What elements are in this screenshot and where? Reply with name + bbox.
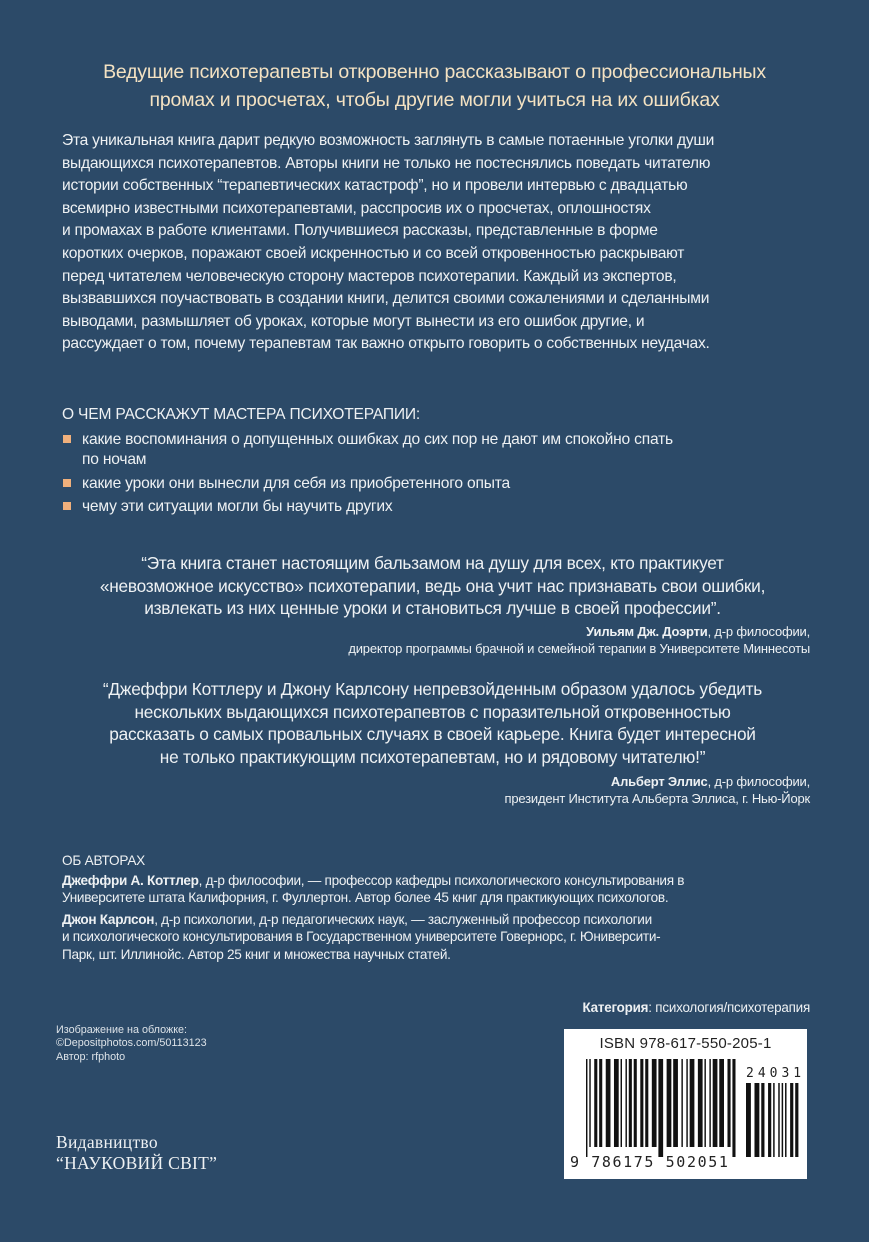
barcode-bar: [719, 1059, 724, 1147]
barcode-bar: [652, 1059, 657, 1147]
author-bio-text: Университете штата Калифорния, г. Фуллертон. Автор более 45 книг для практикующих психологов.: [62, 890, 669, 906]
intro-line: рассуждает о том, почему терапевтам так важно открыто говорить о собственных неудачах.: [62, 335, 710, 353]
intro-line: выдающихся психотерапевтов. Авторы книги не только не постеснялись поведать читателю: [62, 154, 711, 172]
intro-line: всемирно известными психотерапевтами, расспросив их о просчетах, оплошностях: [62, 199, 651, 217]
publisher-name: “НАУКОВИЙ СВІТ”: [56, 1153, 218, 1173]
quote-line: “Эта книга станет настоящим бальзамом на душу для всех, кто практикует: [141, 553, 724, 573]
barcode-bar: [754, 1083, 759, 1157]
barcode-bar: [667, 1059, 672, 1147]
headline-line-1: Ведущие психотерапевты откровенно рассказывают о профессиональных: [103, 61, 766, 83]
barcode-bar: [727, 1059, 730, 1147]
barcode-bar: [594, 1059, 597, 1147]
quote-line: “Джеффри Коттлеру и Джону Карлсону непревзойденным образом удалось убедить: [102, 679, 763, 699]
list-title: О ЧЕМ РАССКАЖУТ МАСТЕРА ПСИХОТЕРАПИИ:: [62, 406, 421, 423]
barcode-bar: [732, 1059, 735, 1157]
attribution-title: президент Института Альберта Эллиса, г. Нью-Йорк: [504, 791, 810, 806]
barcode-bar: [606, 1059, 611, 1147]
square-bullet-icon: [63, 479, 71, 487]
barcode-bar: [599, 1059, 602, 1147]
barcode-bar: [773, 1083, 775, 1157]
author-bio-text: , д-р психологии, д-р педагогических наук, — заслуженный профессор психологии: [154, 912, 652, 927]
attribution-title: директор программы брачной и семейной терапии в Университете Миннесоты: [348, 641, 810, 656]
isbn-barcode: [564, 1029, 807, 1179]
quote-line: не только практикующим психотерапевтам, но и рядовому читателю!”: [159, 746, 706, 767]
bullet-text: по ночам: [82, 450, 147, 468]
bullet-text: чему эти ситуации могли бы научить других: [82, 498, 393, 516]
category-value: : психология/психотерапия: [648, 1000, 810, 1015]
isbn-number: ISBN 978-617-550-205-1: [599, 1035, 772, 1052]
headline: [40, 58, 829, 114]
barcode-bar: [658, 1059, 663, 1157]
barcode-bar: [640, 1059, 643, 1147]
barcode-addon-digits: 24031: [746, 1066, 806, 1081]
barcode-bar: [586, 1059, 587, 1157]
barcode-bar: [645, 1059, 648, 1147]
bullet-item: [62, 474, 762, 494]
bullet-item: [62, 497, 762, 517]
quote-doherty: [60, 552, 805, 620]
barcode-bar: [778, 1083, 780, 1157]
category: [582, 1000, 810, 1015]
barcode-bar: [782, 1083, 784, 1157]
author-name: Джон Карлсон: [62, 912, 155, 927]
barcode-bar: [634, 1059, 637, 1147]
authors-title: ОБ АВТОРАХ: [62, 853, 146, 868]
attribution-degree: , д-р философии,: [707, 774, 810, 789]
barcode-bar: [673, 1059, 678, 1147]
barcode-bar: [629, 1059, 632, 1147]
bullet-list: [62, 430, 762, 521]
author-bio-carlson: [62, 911, 822, 963]
intro-line: и промахах в работе клиентами. Получившиеся рассказы, представленные в форме: [62, 222, 658, 240]
author-bio-kottler: [62, 872, 822, 907]
headline-line-2: промах и просчетах, чтобы другие могли учиться на их ошибках: [149, 89, 720, 111]
attribution-name: Уильям Дж. Доэрти: [586, 624, 708, 639]
barcode-bar: [785, 1083, 787, 1157]
attribution-degree: , д-р философии,: [707, 624, 810, 639]
square-bullet-icon: [63, 502, 71, 510]
barcode-bar: [625, 1059, 626, 1147]
quote-attribution-doherty: [110, 623, 810, 657]
publisher-line: Видавництво: [56, 1132, 158, 1152]
barcode-bar: [713, 1059, 718, 1147]
category-label: Категория: [582, 1000, 649, 1015]
intro-line: перед читателем человеческую сторону мастеров психотерапии. Каждый из экспертов,: [62, 267, 677, 285]
barcode-bar: [790, 1083, 793, 1157]
quote-line: нескольких выдающихся психотерапевтов с поразительной откровенностью: [134, 701, 731, 722]
barcode-bar: [589, 1059, 590, 1147]
quote-ellis: [60, 678, 805, 768]
barcode-bar: [621, 1059, 622, 1147]
bullet-text: какие уроки они вынесли для себя из приобретенного опыта: [82, 474, 510, 492]
barcode-bar: [614, 1059, 619, 1147]
quote-attribution-ellis: [110, 773, 810, 807]
barcode-bar: [795, 1083, 798, 1157]
barcode-bar: [768, 1083, 771, 1157]
quote-line: «невозможное искусство» психотерапии, ведь она учит нас признавать свои ошибки,: [99, 575, 766, 596]
intro-line: Эта уникальная книга дарит редкую возможность заглянуть в самые потаенные уголки души: [62, 132, 715, 149]
intro-line: истории собственных “терапевтических катастроф”, но и провели интервью с двадцатью: [62, 177, 688, 195]
barcode-bar: [704, 1059, 705, 1147]
barcode-bar: [746, 1083, 751, 1157]
bullet-item: [62, 430, 762, 470]
barcode-bar: [681, 1059, 682, 1147]
credit-line: Автор: rfphoto: [56, 1050, 126, 1063]
author-bio-text: и психологического консультирования в Государственном университете Говернорс, г. Юниверсити-: [62, 929, 661, 945]
barcode-bar: [698, 1059, 703, 1147]
image-credits: [56, 1024, 207, 1064]
barcode-bar: [686, 1059, 687, 1147]
bullet-text: какие воспоминания о допущенных ошибках до сих пор не дают им спокойно спать: [82, 431, 673, 448]
quote-line: извлекать из них ценные уроки и становиться лучше в своей профессии”.: [144, 598, 721, 619]
credit-line: ©Depositphotos.com/50113123: [56, 1037, 207, 1050]
intro-line: коротких очерков, поражают своей искренностью и со всей откровенностью раскрывают: [62, 244, 685, 262]
credit-line: Изображение на обложке:: [56, 1024, 188, 1036]
intro-paragraph: [62, 130, 822, 356]
quote-line: рассказать о самых провальных случаях в своей карьере. Книга будет интересной: [109, 724, 756, 745]
barcode-bar: [761, 1083, 764, 1157]
barcode-bar: [690, 1059, 695, 1147]
barcode-bar: [709, 1059, 710, 1147]
author-name: Джеффри А. Коттлер: [62, 873, 199, 888]
intro-line: выводами, размышляет об уроках, которые могут вынести из его ошибок другие, и: [62, 312, 645, 330]
author-bio-text: , д-р философии, — профессор кафедры психологического консультирования в: [198, 873, 685, 888]
publisher: [56, 1132, 217, 1174]
attribution-name: Альберт Эллис: [610, 774, 708, 789]
square-bullet-icon: [63, 435, 71, 443]
intro-line: вызвавшихся поучаствовать в создании книги, делится своими сожалениями и сделанными: [62, 290, 710, 308]
author-bio-text: Парк, шт. Иллинойс. Автор 25 книг и множества научных статей.: [62, 946, 451, 962]
barcode-ean-digits: 9 786175 502051: [570, 1153, 730, 1171]
